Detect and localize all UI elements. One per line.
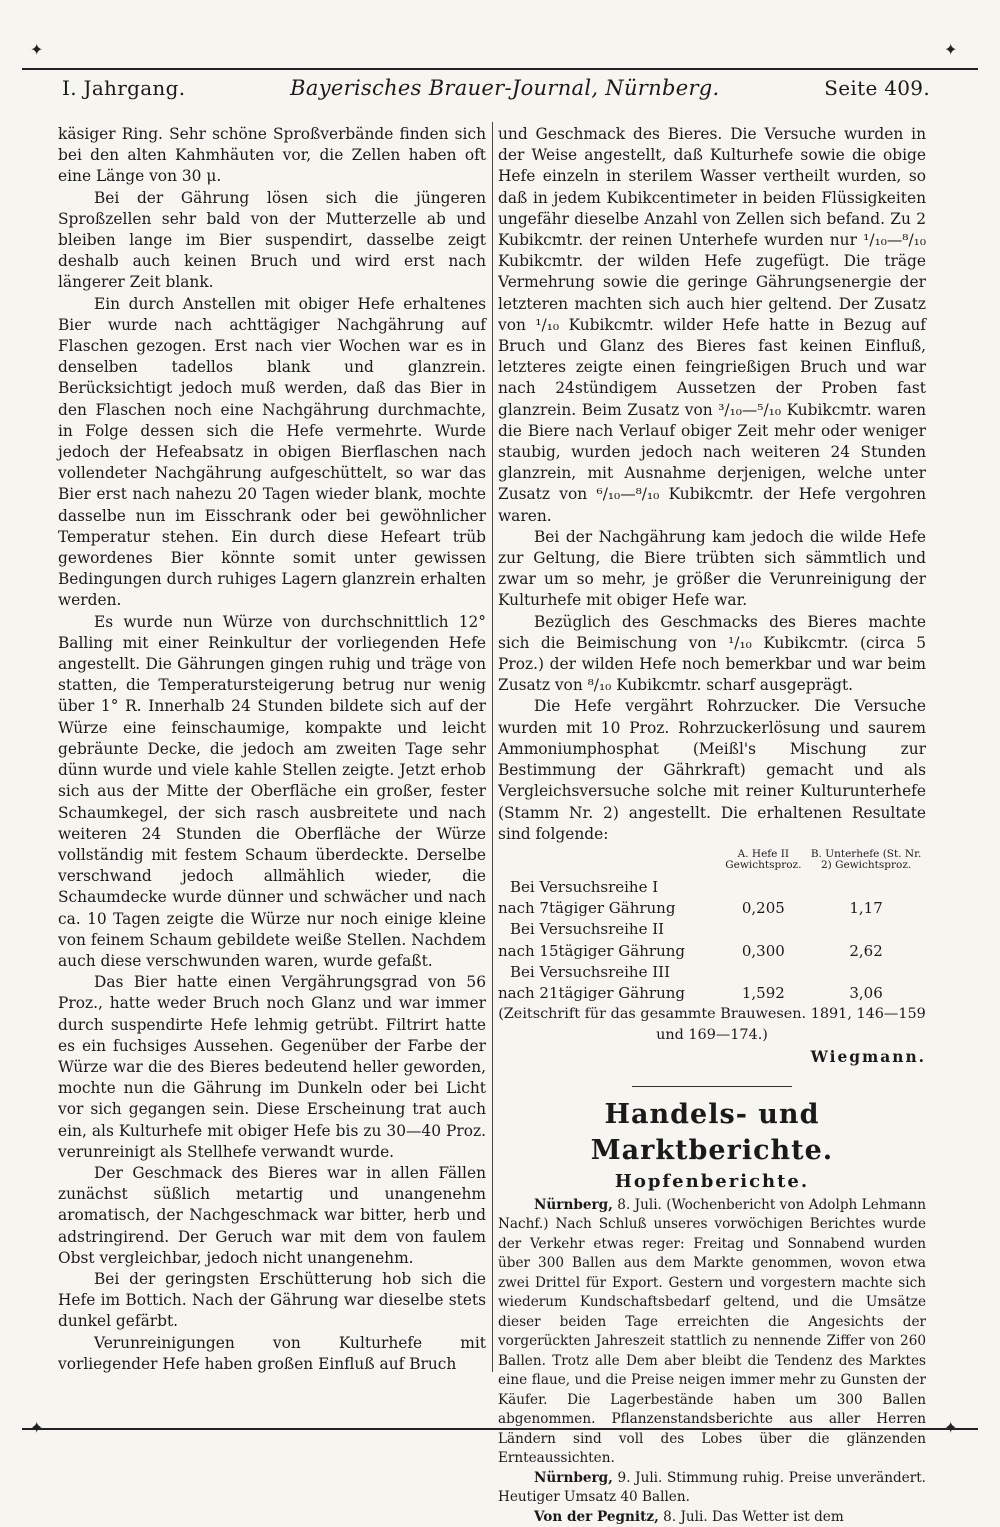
author-signature: Wiegmann. bbox=[810, 1047, 926, 1066]
table-row: nach 7tägiger Gährung 0,205 1,17 bbox=[498, 899, 883, 918]
report-text: 8. Juli. (Wochenbericht von Adolph Lehmann Nachf.) Nach Schluß unseres vorwöchigen Berichtes wurde der Verkehr etwas reger: Freitag und Sonnabend wurden über 300 Ballen aus dem Markte genommen, wovon etwa zwei Drittel für Export. Gestern und vorgestern machte sich wiederum Kundschaftsbedarf geltend, und die Umsätze dieser beiden Tage erreichten die Angesichts der vorgerückten Jahreszeit stattlich zu nennende Ziffer von 260 Ballen. Trotz alle Dem aber bleibt die Tendenz des Marktes eine flaue, und die Preise neigen immer mehr zu Gunsten der Käufer. Die Lagerbestände haben um 300 Ballen abgenommen. Pflanzenstandsberichte aus aller Herren Ländern sind voll des Lobes über die glänzenden Ernteaussichten. bbox=[498, 1196, 926, 1467]
paragraph: Der Geschmack des Bieres war in allen Fällen zunächst süßlich metartig und unangenehm aromatisch, der Nachgeschmack war bitter, herb und adstringirend. Der Geruch war mit dem von faulem Obst vergleichbar, jedoch nicht unangenehm. bbox=[58, 1163, 486, 1267]
section-title: Handels- und Marktberichte. bbox=[590, 1098, 834, 1166]
paragraph: Bei der geringsten Erschütterung hob sich die Hefe im Bottich. Nach der Gährung war dieselbe stets dunkel gefärbt. bbox=[58, 1269, 486, 1331]
market-report bbox=[498, 1508, 926, 1527]
section-subtitle: Hopfenberichte. bbox=[614, 1170, 810, 1192]
table-row: nach 21tägiger Gährung 1,592 3,06 bbox=[498, 983, 883, 1002]
report-place: Von der Pegnitz, bbox=[534, 1508, 659, 1525]
paragraph: Bei der Gährung lösen sich die jüngeren Sproßzellen sehr bald von der Mutterzelle ab und bleiben lange im Bier suspendirt, dasselbe zeigt deshalb auch keinen Bruch und wird erst nach längerer Zeit blank. bbox=[58, 188, 486, 292]
corner-ornament-icon: ✦ bbox=[30, 1418, 44, 1437]
source-citation: (Zeitschrift für das gesammte Brauwesen. 1891, 146—159 und 169—174.) bbox=[498, 1006, 926, 1044]
market-report bbox=[498, 1469, 926, 1508]
page-number: Seite 409. bbox=[824, 76, 930, 100]
corner-ornament-icon: ✦ bbox=[30, 40, 44, 59]
paragraph: Ein durch Anstellen mit obiger Hefe erhaltenes Bier wurde nach achttägiger Nachgährung auf Flaschen gezogen. Erst nach vier Wochen war es in denselben tadellos blank und glanzrein. Berücksichtigt jedoch muß werden, daß das Bier in den Flaschen noch eine Nachgährung durchmachte, in Folge dessen sich die Hefe vermehrte. Wurde jedoch der Hefeabsatz in obigen Bierflaschen nach vollendeter Nachgährung aufgeschüttelt, so war das Bier erst nach nahezu 20 Tagen wieder blank, mochte dasselbe nun im Eisschrank oder bei gewöhnlicher Temperatur stehen. Ein durch diese Hefeart trüb gewordenes Bier könnte somit unter gewissen Bedingungen durch ruhiges Lagern glanzrein erhalten werden. bbox=[58, 294, 486, 610]
table-row: Bei Versuchsreihe I bbox=[510, 877, 659, 896]
results-table bbox=[498, 849, 926, 1004]
header-rule bbox=[22, 68, 978, 70]
market-report bbox=[498, 1196, 926, 1469]
paragraph: Das Bier hatte einen Vergährungsgrad von 56 Proz., hatte weder Bruch noch Glanz und war immer durch suspendirte Hefe lehmig getrübt. Filtrirt hatte es ein fuchsiges Aussehen. Gegenüber der Farbe der Würze war die des Bieres bedeutend heller geworden, mochte nun die Gährung im Dunkeln oder bei Licht vor sich gegangen sein. Diese Erscheinung trat auch ein, als Kulturhefe mit obiger Hefe bis zu 30—40 Proz. verunreinigt als Stellhefe verwandt wurde. bbox=[58, 973, 486, 1161]
paragraph: Bezüglich des Geschmacks des Bieres machte sich die Beimischung von ¹/₁₀ Kubikcmtr. (circa 5 Proz.) der wilden Hefe noch bemerkbar und war beim Zusatz von ⁸/₁₀ Kubikcmtr. scharf ausgeprägt. bbox=[498, 612, 926, 695]
section-divider bbox=[632, 1086, 792, 1087]
corner-ornament-icon: ✦ bbox=[944, 1418, 958, 1437]
report-text: 9. Juli. Stimmung ruhig. Preise unverändert. Heutiger Umsatz 40 Ballen. bbox=[498, 1469, 926, 1506]
volume-label: I. Jahrgang. bbox=[62, 76, 186, 100]
report-text: 8. Juli. Das Wetter ist dem bbox=[658, 1508, 844, 1525]
table-row: nach 15tägiger Gährung 0,300 2,62 bbox=[498, 941, 883, 960]
journal-title: Bayerisches Brauer-Journal, Nürnberg. bbox=[290, 76, 720, 100]
report-place: Nürnberg, bbox=[534, 1469, 613, 1486]
column-header-b: B. Unterhefe (St. Nr. 2) Gewichtsproz. bbox=[810, 847, 922, 871]
paragraph: Es wurde nun Würze von durchschnittlich 12° Balling mit einer Reinkultur der vorliegenden Hefe angestellt. Die Gährungen gingen ruhig und träge von statten, die Temperatursteigerung betrug nur wenig über 1° R. Innerhalb 24 Stunden bildete sich auf der Würze eine feinschaumige, kompakte und leicht gebräunte Decke, die jedoch am zweiten Tage sehr dünn wurde und viele kahle Stellen zeigte. Jetzt erhob sich aus der Mitte der Oberfläche ein großer, fester Schaumkegel, der sich rasch ausbreitete und nach weiteren 24 Stunden die Oberfläche der Würze vollständig mit festem Schaum überdeckte. Derselbe verschwand jedoch allmählich wieder, die Schaumdecke wurde dünner und schwächer und nach ca. 10 Tagen zeigte die Würze nur noch einige kleine von feinem Schaum gebildete weiße Stellen. Nachdem auch diese verschwunden waren, wurde gefaßt. bbox=[58, 612, 486, 970]
column-divider bbox=[492, 122, 493, 1372]
column-header-a: A. Hefe II Gewichtsproz. bbox=[725, 847, 802, 871]
paragraph: Die Hefe vergährt Rohrzucker. Die Versuche wurden mit 10 Proz. Rohrzuckerlösung und saurem Ammoniumphosphat (Meißl's Mischung zur Bestimmung der Gährkraft) gemacht und als Vergleichsversuche solche mit reiner Kulturunterhefe (Stamm Nr. 2) angestellt. Die erhaltenen Resultate sind folgende: bbox=[498, 697, 926, 843]
page-header bbox=[62, 76, 930, 110]
left-column bbox=[58, 124, 486, 1375]
table-row: Bei Versuchsreihe III bbox=[510, 962, 671, 981]
paragraph: und Geschmack des Bieres. Die Versuche wurden in der Weise angestellt, daß Kulturhefe sowie die obige Hefe einzeln in sterilem Wasser vertheilt wurden, so daß in jedem Kubikcentimeter in beiden Flüssigkeiten ungefähr dieselbe Anzahl von Zellen sich befand. Zu 2 Kubikcmtr. der reinen Unterhefe wurden nur ¹/₁₀—⁸/₁₀ Kubikcmtr. der wilden Hefe zugefügt. Die träge Vermehrung sowie die geringe Gährungsenergie der letzteren machten sich auch hier geltend. Der Zusatz von ¹/₁₀ Kubikcmtr. wilder Hefe hatte in Bezug auf Bruch und Glanz des Bieres fast keinen Einfluß, letzteres zeigte einen feingrießigen Bruch und war nach 24stündigem Aussetzen der Proben fast glanzrein. Beim Zusatz von ³/₁₀—⁵/₁₀ Kubikcmtr. waren die Biere nach Verlauf obiger Zeit mehr oder weniger staubig, wurden jedoch nach weiteren 24 Stunden glanzrein, mit Ausnahme derjenigen, welche unter Zusatz von ⁶/₁₀—⁸/₁₀ Kubikcmtr. der Hefe vergohren waren. bbox=[498, 125, 926, 525]
corner-ornament-icon: ✦ bbox=[944, 40, 958, 59]
right-column bbox=[498, 124, 926, 1527]
paragraph: käsiger Ring. Sehr schöne Sproßverbände finden sich bei den alten Kahmhäuten vor, die Zellen haben oft eine Länge von 30 μ. bbox=[58, 125, 486, 186]
report-place: Nürnberg, bbox=[534, 1196, 613, 1213]
paragraph: Bei der Nachgährung kam jedoch die wilde Hefe zur Geltung, die Biere trübten sich sämmtlich und zwar um so mehr, je größer die Verunreinigung der Kulturhefe mit obiger Hefe war. bbox=[498, 527, 926, 610]
paragraph: Verunreinigungen von Kulturhefe mit vorliegender Hefe haben großen Einfluß auf Bruch bbox=[58, 1333, 486, 1373]
table-row: Bei Versuchsreihe II bbox=[510, 920, 665, 939]
